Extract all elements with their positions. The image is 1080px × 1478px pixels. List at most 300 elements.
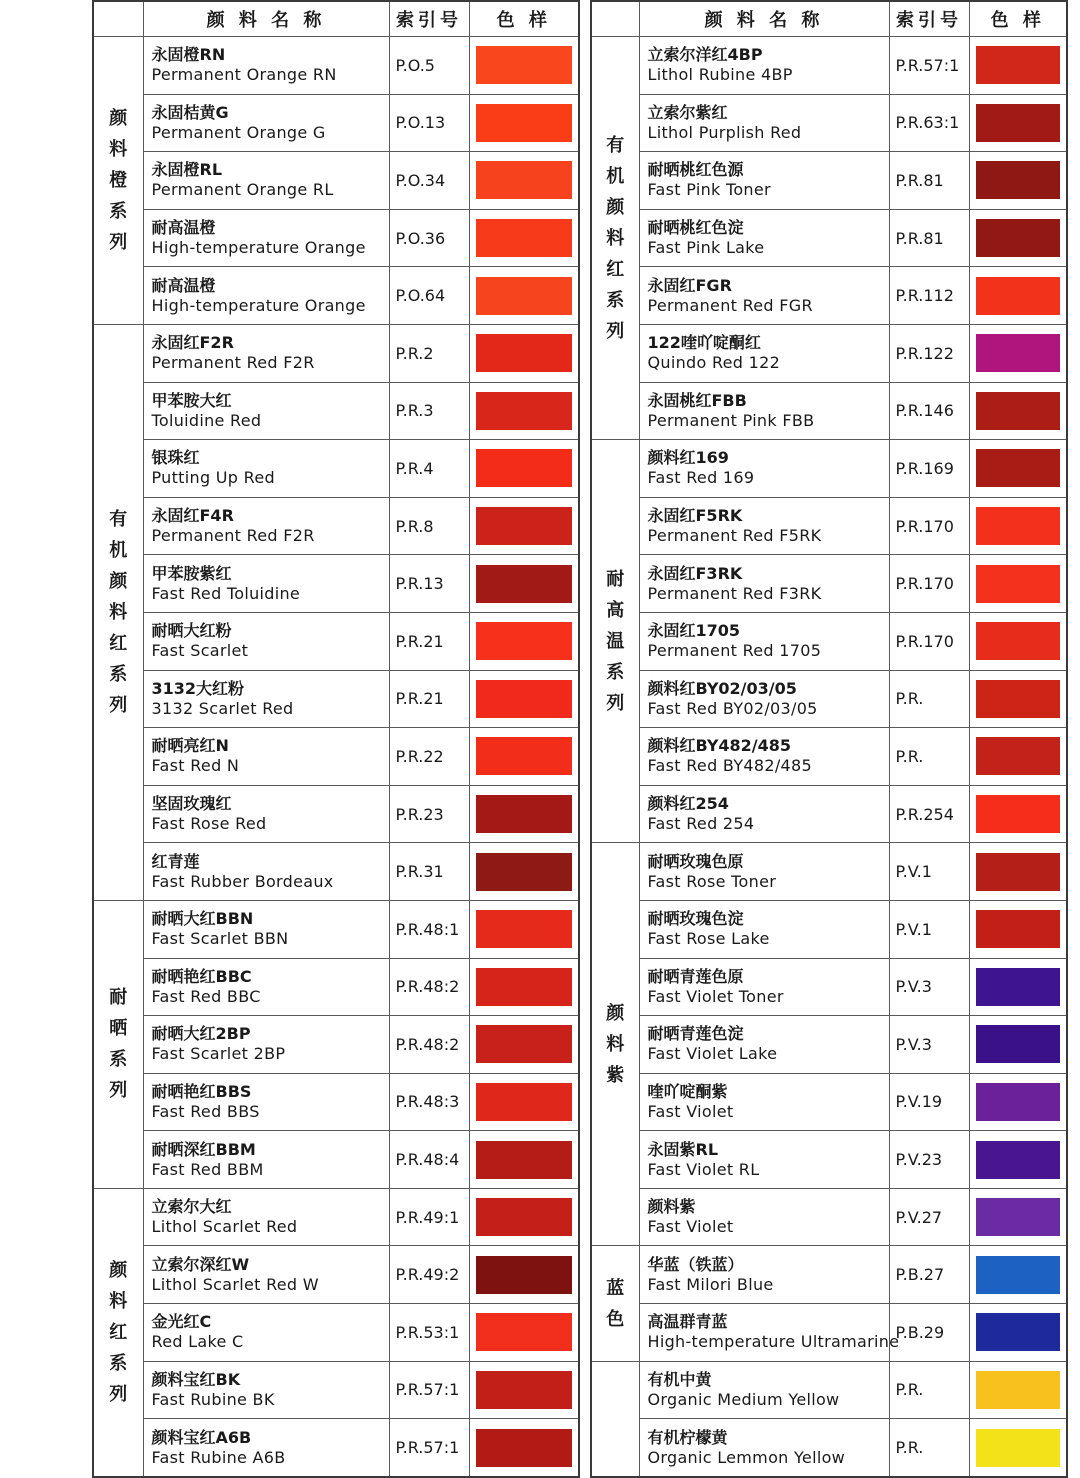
series-group-label xyxy=(93,1188,143,1476)
pigment-row xyxy=(93,1188,579,1246)
series-group-text: 耐晒系列 xyxy=(109,987,128,1102)
color-swatch xyxy=(476,392,573,430)
pigment-name-chinese: 颜料宝红A6B xyxy=(151,1427,252,1447)
pigment-name-cell xyxy=(639,843,889,901)
pigment-name-cell xyxy=(143,900,389,958)
pigment-name-chinese: 颜料红BY02/03/05 xyxy=(647,678,797,698)
pigment-name-cell xyxy=(143,209,389,267)
color-sample-cell xyxy=(469,1073,579,1131)
pigment-name-chinese: 3132大红粉 xyxy=(151,678,245,698)
color-sample-cell xyxy=(969,209,1067,267)
pigment-row xyxy=(93,497,579,555)
pigment-row xyxy=(591,209,1067,267)
pigment-name-cell xyxy=(639,958,889,1016)
color-swatch xyxy=(976,104,1061,142)
color-swatch xyxy=(476,1141,573,1179)
pigment-name-cell xyxy=(143,958,389,1016)
color-swatch xyxy=(476,1371,573,1409)
header-group-blank xyxy=(591,1,639,37)
pigment-name-english: Fast Violet Lake xyxy=(647,1044,778,1064)
color-swatch xyxy=(476,1083,573,1121)
series-group-text: 有机颜料红系列 xyxy=(606,134,625,342)
pigment-row xyxy=(93,440,579,498)
pigment-row xyxy=(93,324,579,382)
pigment-index-number: P.R.57:1 xyxy=(889,37,969,95)
pigment-row xyxy=(591,843,1067,901)
pigment-index-number: P.R.4 xyxy=(389,440,469,498)
pigment-name-cell xyxy=(639,382,889,440)
pigment-name-cell xyxy=(143,497,389,555)
color-swatch xyxy=(976,1313,1061,1351)
color-sample-cell xyxy=(469,1188,579,1246)
color-swatch xyxy=(476,622,573,660)
pigment-name-english: Quindo Red 122 xyxy=(647,353,781,373)
pigment-index-number: P.R.57:1 xyxy=(389,1419,469,1477)
color-swatch xyxy=(976,565,1061,603)
color-swatch xyxy=(976,46,1061,84)
pigment-name-cell xyxy=(639,209,889,267)
color-swatch xyxy=(476,449,573,487)
pigment-name-chinese: 永固红F4R xyxy=(151,506,234,526)
pigment-name-english: Fast Pink Lake xyxy=(647,238,765,258)
color-sample-cell xyxy=(969,1361,1067,1419)
pigment-index-number: P.R.170 xyxy=(889,555,969,613)
color-sample-cell xyxy=(469,209,579,267)
pigment-row xyxy=(591,1073,1067,1131)
pigment-name-chinese: 红青莲 xyxy=(151,851,200,871)
color-swatch xyxy=(476,161,573,199)
pigment-name-chinese: 甲苯胺大红 xyxy=(151,390,232,410)
pigment-name-cell xyxy=(639,1361,889,1419)
pigment-row xyxy=(591,728,1067,786)
color-swatch xyxy=(976,1141,1061,1179)
color-swatch xyxy=(476,565,573,603)
pigment-name-chinese: 永固紫RL xyxy=(647,1139,719,1159)
pigment-row xyxy=(93,1246,579,1304)
pigment-row xyxy=(591,612,1067,670)
pigment-name-english: Lithol Purplish Red xyxy=(647,122,802,142)
pigment-name-cell xyxy=(143,670,389,728)
pigment-name-cell xyxy=(639,37,889,95)
color-sample-cell xyxy=(969,324,1067,382)
pigment-row xyxy=(93,209,579,267)
color-swatch xyxy=(976,622,1061,660)
pigment-name-cell xyxy=(639,1016,889,1074)
pigment-index-number: P.V.3 xyxy=(889,958,969,1016)
color-sample-cell xyxy=(969,785,1067,843)
pigment-index-number: P.R.169 xyxy=(889,440,969,498)
pigment-name-english: Fast Violet RL xyxy=(647,1159,760,1179)
color-swatch xyxy=(476,737,573,775)
pigment-name-chinese: 耐晒深红BBM xyxy=(151,1139,256,1159)
pigment-row xyxy=(93,728,579,786)
color-swatch xyxy=(476,1313,573,1351)
color-swatch xyxy=(976,795,1061,833)
header-index-number: 索引号 xyxy=(889,1,969,37)
pigment-name-english: Permanent Red F3RK xyxy=(647,583,822,603)
pigment-row xyxy=(93,94,579,152)
color-sample-cell xyxy=(969,94,1067,152)
pigment-name-english: Fast Rose Toner xyxy=(647,871,777,891)
color-sample-cell xyxy=(969,900,1067,958)
pigment-index-number: P.R. xyxy=(889,728,969,786)
pigment-name-english: Permanent Red F5RK xyxy=(647,526,822,546)
color-swatch xyxy=(976,1371,1061,1409)
pigment-index-number: P.R.49:1 xyxy=(389,1188,469,1246)
pigment-name-chinese: 立索尔大红 xyxy=(151,1197,232,1217)
color-swatch xyxy=(476,853,573,891)
header-color-sample: 色 样 xyxy=(469,1,579,37)
left-pigment-table xyxy=(92,0,580,1478)
color-swatch xyxy=(476,680,573,718)
color-swatch xyxy=(476,219,573,257)
pigment-row xyxy=(591,1419,1067,1477)
pigment-name-chinese: 华蓝（铁蓝） xyxy=(647,1254,744,1274)
pigment-name-cell xyxy=(639,1131,889,1189)
pigment-name-cell xyxy=(143,1419,389,1477)
pigment-index-number: P.R.22 xyxy=(389,728,469,786)
color-sample-cell xyxy=(469,1131,579,1189)
pigment-name-english: Fast Scarlet 2BP xyxy=(151,1044,286,1064)
series-group-label xyxy=(591,440,639,843)
pigment-name-english: Fast Red BBM xyxy=(151,1159,264,1179)
pigment-row xyxy=(591,1131,1067,1189)
pigment-name-english: Red Lake C xyxy=(151,1332,244,1352)
pigment-row xyxy=(591,1304,1067,1362)
pigment-name-english: Permanent Pink FBB xyxy=(647,410,815,430)
pigment-index-number: P.R.31 xyxy=(389,843,469,901)
color-sample-cell xyxy=(969,1188,1067,1246)
pigment-row xyxy=(93,670,579,728)
pigment-name-english: Fast Violet Toner xyxy=(647,986,784,1006)
color-swatch xyxy=(976,507,1061,545)
header-group-blank xyxy=(93,1,143,37)
pigment-name-english: High-temperature Orange xyxy=(151,295,366,315)
color-swatch xyxy=(976,1025,1061,1063)
pigment-name-english: Fast Violet xyxy=(647,1101,734,1121)
pigment-name-english: 3132 Scarlet Red xyxy=(151,698,294,718)
pigment-name-english: Fast Red BBS xyxy=(151,1101,260,1121)
series-group-label xyxy=(93,324,143,900)
pigment-name-english: Fast Red Toluidine xyxy=(151,583,301,603)
pigment-name-cell xyxy=(639,152,889,210)
pigment-name-cell xyxy=(639,900,889,958)
color-sample-cell xyxy=(469,958,579,1016)
color-sample-cell xyxy=(969,1304,1067,1362)
pigment-row xyxy=(93,1419,579,1477)
pigment-name-english: Lithol Rubine 4BP xyxy=(647,65,793,85)
pigment-name-cell xyxy=(143,382,389,440)
color-swatch xyxy=(476,104,573,142)
pigment-row xyxy=(93,1131,579,1189)
pigment-row xyxy=(591,1188,1067,1246)
color-sample-cell xyxy=(969,1246,1067,1304)
pigment-name-english: Fast Red N xyxy=(151,756,240,776)
pigment-name-cell xyxy=(639,1419,889,1477)
header-pigment-name: 颜 料 名 称 xyxy=(143,1,389,37)
pigment-name-cell xyxy=(143,1131,389,1189)
color-sample-cell xyxy=(969,382,1067,440)
pigment-name-cell xyxy=(639,1188,889,1246)
color-swatch xyxy=(476,1025,573,1063)
pigment-name-chinese: 高温群青蓝 xyxy=(647,1312,728,1332)
pigment-name-cell xyxy=(143,1188,389,1246)
color-sample-cell xyxy=(969,1131,1067,1189)
color-swatch xyxy=(476,46,573,84)
pigment-index-number: P.R.63:1 xyxy=(889,94,969,152)
header-pigment-name: 颜 料 名 称 xyxy=(639,1,889,37)
pigment-row xyxy=(591,1361,1067,1419)
color-sample-cell xyxy=(969,37,1067,95)
pigment-name-chinese: 耐晒玫瑰色原 xyxy=(647,851,744,871)
pigment-index-number: P.V.19 xyxy=(889,1073,969,1131)
pigment-name-english: Permanent Red F2R xyxy=(151,526,315,546)
pigment-row xyxy=(591,497,1067,555)
pigment-name-english: Fast Scarlet BBN xyxy=(151,929,289,949)
pigment-name-cell xyxy=(143,1304,389,1362)
color-swatch xyxy=(476,910,573,948)
pigment-index-number: P.R. xyxy=(889,1419,969,1477)
pigment-name-cell xyxy=(143,1246,389,1304)
pigment-index-number: P.R.3 xyxy=(389,382,469,440)
pigment-index-number: P.R.48:2 xyxy=(389,1016,469,1074)
pigment-name-english: Lithol Scarlet Red W xyxy=(151,1274,319,1294)
pigment-name-english: Permanent Red FGR xyxy=(647,295,813,315)
pigment-row xyxy=(591,94,1067,152)
color-sample-cell xyxy=(469,612,579,670)
pigment-index-number: P.B.29 xyxy=(889,1304,969,1362)
pigment-index-number: P.R.23 xyxy=(389,785,469,843)
pigment-name-english: Fast Rubber Bordeaux xyxy=(151,871,334,891)
pigment-row xyxy=(93,612,579,670)
pigment-name-cell xyxy=(639,670,889,728)
pigment-name-cell xyxy=(639,94,889,152)
pigment-index-number: P.B.27 xyxy=(889,1246,969,1304)
color-swatch xyxy=(476,1429,573,1467)
pigment-name-english: Fast Rubine A6B xyxy=(151,1447,286,1467)
pigment-row xyxy=(93,958,579,1016)
pigment-index-number: P.V.3 xyxy=(889,1016,969,1074)
pigment-name-cell xyxy=(143,612,389,670)
pigment-name-chinese: 永固红FGR xyxy=(647,275,732,295)
color-sample-cell xyxy=(469,843,579,901)
pigment-index-number: P.R.8 xyxy=(389,497,469,555)
pigment-name-cell xyxy=(143,94,389,152)
pigment-name-chinese: 耐高温橙 xyxy=(151,275,216,295)
pigment-index-number: P.R. xyxy=(889,670,969,728)
pigment-name-chinese: 颜料红BY482/485 xyxy=(647,736,792,756)
pigment-name-cell xyxy=(639,728,889,786)
color-sample-cell xyxy=(469,497,579,555)
pigment-name-cell xyxy=(639,1304,900,1362)
pigment-name-english: Fast Rose Lake xyxy=(647,929,770,949)
pigment-name-chinese: 立索尔紫红 xyxy=(647,102,728,122)
color-sample-cell xyxy=(969,440,1067,498)
pigment-name-chinese: 耐晒大红2BP xyxy=(151,1024,251,1044)
pigment-name-cell xyxy=(639,1246,889,1304)
pigment-index-number: P.V.1 xyxy=(889,843,969,901)
pigment-index-number: P.R.170 xyxy=(889,497,969,555)
pigment-name-english: Lithol Scarlet Red xyxy=(151,1217,298,1237)
pigment-name-cell xyxy=(639,555,889,613)
pigment-row xyxy=(93,1304,579,1362)
pigment-name-english: Organic Lemmon Yellow xyxy=(647,1447,846,1467)
pigment-index-number: P.R.146 xyxy=(889,382,969,440)
pigment-name-english: Fast Pink Toner xyxy=(647,180,771,200)
pigment-name-cell xyxy=(143,1073,389,1131)
color-sample-cell xyxy=(469,1419,579,1477)
pigment-name-chinese: 立索尔洋红4BP xyxy=(647,45,763,65)
series-group-text: 颜料紫 xyxy=(606,1002,625,1086)
pigment-name-english: High-temperature Orange xyxy=(151,238,366,258)
pigment-row xyxy=(93,267,579,325)
color-sample-cell xyxy=(469,1246,579,1304)
series-group-text: 颜料红系列 xyxy=(109,1259,128,1405)
pigment-row xyxy=(591,440,1067,498)
pigment-name-cell xyxy=(143,843,389,901)
pigment-index-number: P.O.34 xyxy=(389,152,469,210)
color-sample-cell xyxy=(969,1419,1067,1477)
color-sample-cell xyxy=(469,94,579,152)
pigment-index-number: P.R.81 xyxy=(889,209,969,267)
pigment-name-english: Fast Red 169 xyxy=(647,468,755,488)
pigment-name-cell xyxy=(143,728,389,786)
pigment-name-english: Fast Red BY02/03/05 xyxy=(647,698,818,718)
pigment-index-number: P.R.53:1 xyxy=(389,1304,469,1362)
pigment-row xyxy=(93,900,579,958)
color-sample-cell xyxy=(469,900,579,958)
pigment-name-english: Permanent Orange G xyxy=(151,122,326,142)
pigment-name-chinese: 银珠红 xyxy=(151,448,200,468)
pigment-name-english: High-temperature Ultramarine xyxy=(647,1332,900,1352)
color-sample-cell xyxy=(969,612,1067,670)
pigment-name-chinese: 耐晒青莲色原 xyxy=(647,966,744,986)
color-swatch xyxy=(476,795,573,833)
pigment-name-chinese: 永固橙RL xyxy=(151,160,223,180)
color-swatch xyxy=(976,161,1061,199)
color-sample-cell xyxy=(969,1073,1067,1131)
pigment-name-chinese: 有机中黄 xyxy=(647,1369,712,1389)
color-sample-cell xyxy=(969,958,1067,1016)
pigment-index-number: P.R.48:1 xyxy=(389,900,469,958)
pigment-row xyxy=(93,785,579,843)
pigment-name-chinese: 耐晒大红粉 xyxy=(151,621,232,641)
pigment-row xyxy=(93,37,579,95)
pigment-name-chinese: 颜料宝红BK xyxy=(151,1369,241,1389)
pigment-name-chinese: 耐高温橙 xyxy=(151,218,216,238)
color-swatch xyxy=(976,1429,1061,1467)
series-group-label xyxy=(591,37,639,440)
color-swatch xyxy=(976,219,1061,257)
pigment-row xyxy=(591,37,1067,95)
pigment-name-english: Permanent Red 1705 xyxy=(647,641,822,661)
color-sample-cell xyxy=(969,555,1067,613)
pigment-name-cell xyxy=(143,37,389,95)
pigment-name-english: Permanent Red F2R xyxy=(151,353,315,373)
color-sample-cell xyxy=(469,1304,579,1362)
pigment-row xyxy=(591,1246,1067,1304)
pigment-name-chinese: 耐晒大红BBN xyxy=(151,909,254,929)
series-group-text: 蓝色 xyxy=(606,1277,625,1330)
pigment-row xyxy=(93,1016,579,1074)
pigment-name-english: Fast Rose Red xyxy=(151,814,267,834)
color-sample-cell xyxy=(969,267,1067,325)
color-swatch xyxy=(976,449,1061,487)
pigment-name-chinese: 坚固玫瑰红 xyxy=(151,794,232,814)
pigment-index-number: P.R.57:1 xyxy=(389,1361,469,1419)
color-sample-cell xyxy=(469,555,579,613)
pigment-name-chinese: 颜料红254 xyxy=(647,794,729,814)
pigment-row xyxy=(591,958,1067,1016)
pigment-row xyxy=(591,324,1067,382)
pigment-name-chinese: 永固桃红FBB xyxy=(647,390,747,410)
pigment-name-cell xyxy=(639,324,889,382)
pigment-row xyxy=(93,152,579,210)
pigment-row xyxy=(591,900,1067,958)
color-sample-cell xyxy=(969,152,1067,210)
right-pigment-table xyxy=(590,0,1068,1478)
pigment-index-number: P.V.1 xyxy=(889,900,969,958)
pigment-index-number: P.R.21 xyxy=(389,612,469,670)
pigment-name-english: Fast Rubine BK xyxy=(151,1389,275,1409)
series-group-label xyxy=(591,1246,639,1361)
pigment-name-chinese: 耐晒桃红色源 xyxy=(647,160,744,180)
pigment-name-cell xyxy=(639,785,889,843)
color-sample-cell xyxy=(469,728,579,786)
pigment-name-chinese: 甲苯胺紫红 xyxy=(151,563,232,583)
pigment-name-chinese: 有机柠檬黄 xyxy=(647,1427,728,1447)
pigment-row xyxy=(591,152,1067,210)
pigment-index-number: P.V.27 xyxy=(889,1188,969,1246)
series-group-text: 耐高温系列 xyxy=(606,568,625,714)
color-sample-cell xyxy=(469,152,579,210)
pigment-index-number: P.O.5 xyxy=(389,37,469,95)
pigment-name-chinese: 永固红F5RK xyxy=(647,506,743,526)
header-color-sample: 色 样 xyxy=(969,1,1067,37)
pigment-row xyxy=(591,382,1067,440)
pigment-name-english: Fast Scarlet xyxy=(151,641,249,661)
pigment-name-chinese: 永固橙RN xyxy=(151,45,226,65)
color-sample-cell xyxy=(469,1016,579,1074)
color-sample-cell xyxy=(469,37,579,95)
color-swatch xyxy=(476,277,573,315)
pigment-row xyxy=(93,1361,579,1419)
color-sample-cell xyxy=(469,382,579,440)
pigment-index-number: P.R.122 xyxy=(889,324,969,382)
color-swatch xyxy=(976,680,1061,718)
pigment-name-english: Fast Milori Blue xyxy=(647,1274,774,1294)
pigment-name-english: Fast Red BBC xyxy=(151,986,261,1006)
pigment-name-english: Fast Red BY482/485 xyxy=(647,756,812,776)
pigment-name-chinese: 耐晒青莲色淀 xyxy=(647,1024,744,1044)
color-sample-cell xyxy=(969,670,1067,728)
pigment-name-english: Organic Medium Yellow xyxy=(647,1389,840,1409)
color-swatch xyxy=(976,968,1061,1006)
series-group-label xyxy=(591,1361,639,1477)
pigment-index-number: P.R.254 xyxy=(889,785,969,843)
pigment-name-chinese: 永固红1705 xyxy=(647,621,741,641)
pigment-name-cell xyxy=(639,1073,889,1131)
pigment-name-cell xyxy=(639,267,889,325)
pigment-row xyxy=(93,843,579,901)
pigment-index-number: P.R.13 xyxy=(389,555,469,613)
pigment-name-chinese: 耐晒艳红BBS xyxy=(151,1081,252,1101)
pigment-name-cell xyxy=(143,267,389,325)
color-sample-cell xyxy=(469,785,579,843)
color-swatch xyxy=(476,1256,573,1294)
pigment-name-chinese: 永固红F3RK xyxy=(647,563,743,583)
pigment-name-english: Permanent Orange RL xyxy=(151,180,334,200)
